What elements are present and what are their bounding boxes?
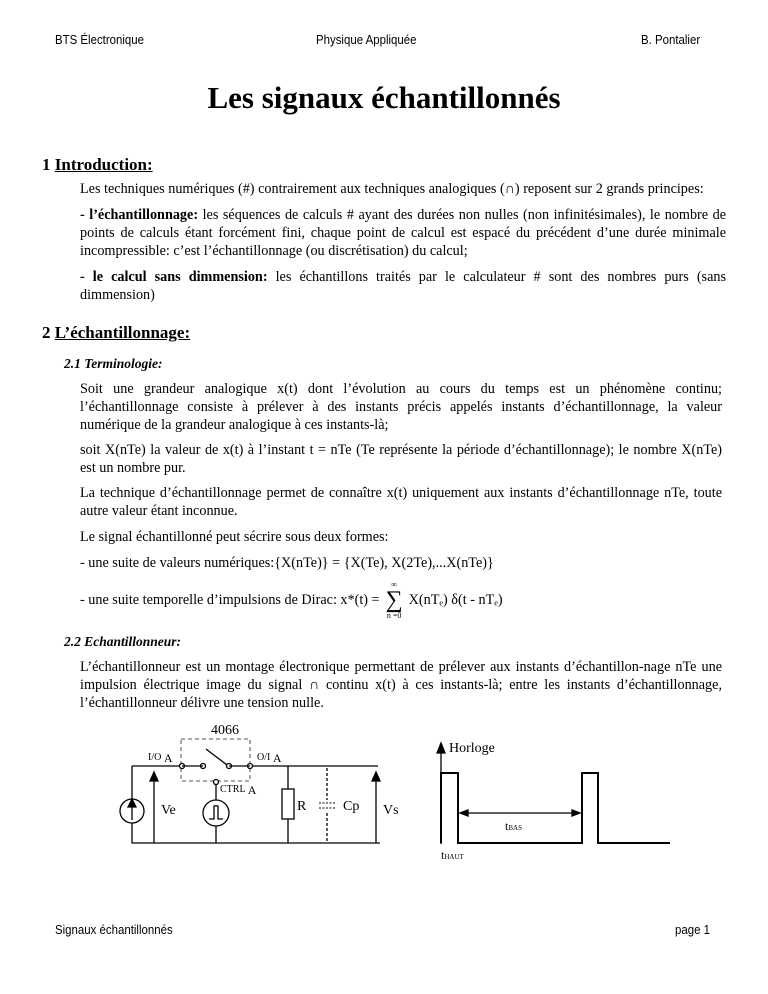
cp-label: Cp [343, 799, 360, 814]
page-body [0, 155, 768, 876]
sum-operator [386, 580, 403, 620]
footer-right: page 1 [675, 922, 710, 937]
thaut-label: tHAUT [441, 848, 464, 862]
sum-upper: ∞ [391, 580, 397, 589]
io-label: I/O A [148, 751, 173, 765]
sum-body: X(nTₑ) δ(t - nTₑ) [408, 592, 503, 608]
dirac-formula [80, 580, 768, 620]
sum-lower: n =0 [386, 611, 402, 620]
vs-label: Vs [383, 803, 399, 818]
subsection-heading-2-1: 2.1 Terminologie: [64, 356, 163, 371]
header-center: Physique Appliquée [316, 32, 417, 47]
ve-label: Ve [161, 803, 176, 818]
terminology-p5: - une suite de valeurs numériques:{X(nTe)} = {X(Te), X(2Te),...X(nTe)} [80, 555, 494, 571]
switch-icon [182, 749, 250, 766]
sampler-paragraph: L’échantillonneur est un montage électronique permettant de prélever aux instants d’échantillon-nage nTe une impulsion électrique image du signal ∩ continu x(t) à ces instants-là; entre les instants d’échantillonnage, l’échantillonneur délivre une tension nulle. [80, 659, 722, 711]
terminology-p4: Le signal échantillonné peut sécrire sous deux formes: [80, 529, 389, 545]
oi-label: O/I A [257, 751, 282, 765]
ctrl-label: CTRL A [220, 783, 257, 797]
terminology-p2: soit X(nTe) la valeur de x(t) à l’instant t = nTe (Te représente la période d’échantillonnage); le nombre X(nTe) est un nombre pur. [80, 442, 722, 476]
clock-label: Horloge [449, 741, 495, 756]
tbas-label: tBAS [505, 819, 522, 833]
pulse-generator-icon [203, 800, 229, 826]
r-label: R [297, 799, 307, 814]
page-title: Les signaux échantillonnés [207, 80, 561, 115]
vs-arrow [372, 772, 380, 781]
header-left: BTS Électronique [55, 32, 145, 47]
sampler-circuit-diagram [0, 716, 768, 876]
resistor-icon [282, 789, 294, 819]
ve-arrow [150, 772, 158, 781]
sampling-principle: - l’échantillonnage: les séquences de calculs # ayant des durées non nulles (non infinitésimales), le nombre de points de calculs étant forcément fini, chaque point de calcul est espacé du précédent d’une durée minimale incompressible: c’est l’échantillonnage (ou discrétisation) du calcul; [80, 207, 726, 259]
chip-label: 4066 [211, 723, 239, 738]
sum-symbol: ∑ [385, 587, 403, 613]
terminology-p1: Soit une grandeur analogique x(t) dont l’évolution au cours du temps est un phénomène continu; l’échantillonnage consiste à prélever à des instants précis appelés instants d’échantillonnage, la valeur numérique de la grandeur analogique à ces instants-là; [80, 381, 722, 433]
subsection-heading-2-2: 2.2 Echantillonneur: [64, 634, 182, 649]
clock-waveform [441, 773, 670, 843]
dimensionless-principle: - le calcul sans dimmension: les échantillons traités par le calculateur # sont des nombres purs (sans dimmension) [80, 269, 726, 303]
section-heading-2: 2 L’échantillonnage: [42, 323, 191, 342]
chip-outline [181, 739, 250, 781]
header-right: B. Pontalier [641, 32, 701, 47]
terminology-p6: - une suite temporelle d’impulsions de Dirac: x*(t) = [80, 592, 380, 608]
clock-axis-arrow [437, 743, 445, 753]
footer-left: Signaux échantillonnés [55, 922, 173, 937]
section-heading-1: 1 Introduction: [42, 155, 153, 174]
intro-paragraph: Les techniques numériques (#) contrairement aux techniques analogiques (∩) reposent sur 2 grands principes: [80, 181, 704, 197]
terminology-p3: La technique d’échantillonnage permet de connaître x(t) uniquement aux instants d’échantillonnage nTe, toute autre valeur étant inconnue. [80, 485, 722, 519]
